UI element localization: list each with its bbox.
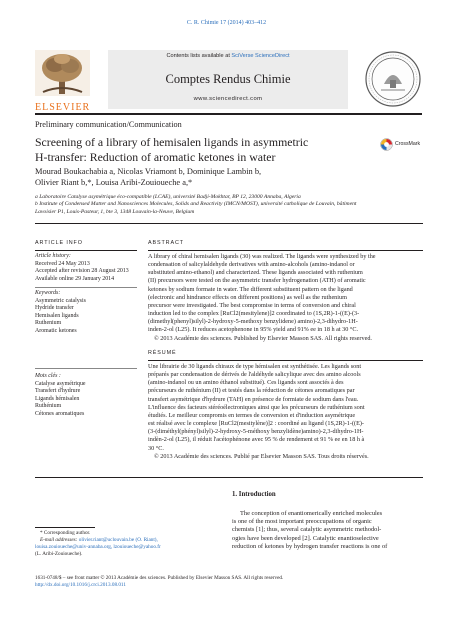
- article-history: [35, 253, 145, 283]
- resume-line: est réalisé avec le complexe [RuCl2(mesitylène)]2 : coordiné au ligand (1S,2R)-1-((E)-: [148, 420, 364, 428]
- motscles-block: [35, 373, 145, 419]
- abstract-line: precursor were investigated. The best compromise in terms of conversion and chiral: [148, 301, 356, 309]
- abstract-line: ketones by sodium formate in water. The different substituent pattern on the ligand: [148, 285, 353, 293]
- keyword-item: Asymmetric catalysis: [35, 297, 86, 304]
- author-list: [35, 166, 415, 188]
- crossmark-label: CrossMark: [395, 141, 421, 147]
- abstract-body: [148, 253, 423, 343]
- abstract-line: (electronic and hindrance effects on different positions) as well as the ruthenium: [148, 293, 347, 301]
- motscles-item: Catalyse asymétrique: [35, 380, 86, 387]
- resume-body: [148, 363, 423, 461]
- abstract-line: (II) precursors were tested on the asymmetric transfer hydrogenation (ATH) of aromatic: [148, 277, 366, 285]
- contents-line: [108, 53, 348, 59]
- crossmark-badge[interactable]: [380, 138, 425, 152]
- email-owner: (L. Aribi-Zouioueche).: [35, 551, 83, 557]
- abstract-line: condensation of salicylaldehyde derivatives with amino-alcohols (amino-indanol or: [148, 261, 355, 269]
- motscles-item: Ligands hémisalen: [35, 395, 80, 402]
- abstract-rule: [148, 250, 423, 251]
- resume-line: précurseurs de ruthénium (II) et testés dans la réduction de cétones aromatiques par: [148, 387, 355, 395]
- history-rule: [35, 287, 137, 288]
- affiliation-rule: [35, 223, 423, 224]
- journal-title: Comptes Rendus Chimie: [165, 72, 291, 86]
- resume-line: transfert asymétrique d'hydrure (TAH) en présence de formiate de sodium dans l'eau.: [148, 395, 359, 403]
- resume-copyright: © 2013 Académie des sciences. Publié par Elsevier Masson SAS. Tous droits réservés.: [154, 452, 369, 460]
- intro-line: is one of the most important preoccupations of organic: [232, 518, 372, 526]
- header-rule: [35, 113, 422, 115]
- keyword-item: Hydride transfer: [35, 305, 74, 312]
- article-info-rule: [35, 250, 137, 251]
- resume-line: 30 °C.: [148, 444, 164, 452]
- intro-line: chemists [1]; thus, several catalytic asymmetric methodol-: [232, 526, 382, 534]
- motscles-label: Mots clés :: [35, 373, 61, 379]
- article-title-line1: Screening of a library of hemisalen ligands in asymmetric: [35, 135, 309, 149]
- keyword-item: Aromatic ketones: [35, 327, 77, 334]
- intro-line: The conception of enantiomerically enriched molecules: [240, 510, 383, 517]
- authors-line1: Mourad Boukachabia a, Nicolas Vriamont b, Dominique Lambin b,: [35, 167, 262, 176]
- abstract-line: induction led to the complex [RuCl2(mesitylene)]2 coordinated to (1S,2R)-1-((E)-(3-: [148, 310, 360, 318]
- abstract-line: inden-2-ol (L25). It reduces acetophenone in 95% yield and 91% ee in 18 h at 30 °C.: [148, 326, 359, 334]
- issn-line: 1631-0748/$ – see front matter © 2013 Académie des sciences. Published by Elsevier Masson SAS. All rights reserved.: [35, 575, 284, 581]
- keywords-block: [35, 290, 145, 336]
- resume-heading: RÉSUMÉ: [148, 350, 177, 356]
- keywords-rule: [35, 368, 137, 369]
- academie-seal: [364, 50, 422, 108]
- journal-homepage[interactable]: www.sciencedirect.com: [193, 96, 263, 102]
- elsevier-wordmark: ELSEVIER: [35, 102, 91, 113]
- footnote-rule: [35, 527, 95, 528]
- motscles-item: Transfert d'hydrure: [35, 388, 81, 395]
- email-zouioueche-link[interactable]: louisa.zouioueche@univ-annaba.org, lzouioueche@yahoo.fr: [35, 544, 161, 550]
- email-line: [35, 537, 225, 544]
- affiliations: [35, 194, 423, 216]
- keyword-item: Ruthenium: [35, 320, 62, 327]
- affiliation-a: a Laboratoire Catalyse asymétrique éco-compatible (LCAE), université Badji-Mokhtar, BP 12, 23000 Annaba, Algeria: [35, 194, 301, 200]
- article-title-line2: H-transfer: Reduction of aromatic ketones in water: [35, 149, 276, 164]
- resume-line: (amino-indanol ou un amino éthanol substitué). Ces ligands sont associés à des: [148, 379, 344, 387]
- journal-reference: C. R. Chimie 17 (2014) 403–412: [186, 20, 267, 26]
- history-label: Article history:: [35, 253, 71, 259]
- keyword-item: Hemisalen ligands: [35, 312, 79, 319]
- introduction-body: [232, 510, 423, 551]
- email-riant-link[interactable]: olivier.riant@uclouvain.be (O. Riant),: [78, 537, 158, 543]
- authors-line2: Olivier Riant b,*, Louisa Aribi-Zouioueche a,*: [35, 178, 193, 187]
- accepted-date: Accepted after revision 28 August 2013: [35, 268, 129, 275]
- article-info-heading: ARTICLE INFO: [35, 240, 83, 246]
- resume-line: (3-(diméthyl(phényl)silyl)-2-hydroxy-5-méthoxy benzylidène)amino)-2,3-dihydro-1H-: [148, 428, 364, 436]
- resume-line: préparés par condensation de dérivés de l'aldéhyde salicylique avec des amino alcools: [148, 371, 361, 379]
- abstract-line: substituted amino-ethanol) and characterized. These ligands associated with ruthenium: [148, 269, 363, 277]
- intro-line: ogies have been developed [2]. Catalytic enantioselective: [232, 534, 379, 542]
- corresponding-author: * Corresponding author.: [40, 530, 91, 536]
- resume-rule: [148, 360, 423, 361]
- abstract-heading: ABSTRACT: [148, 240, 184, 246]
- affiliation-b-line1: b Institute of Condensed Matter and Nanosciences Molecules, Solids and Reactivity (IMCN/MOST), université catholique de Louvain, bâtiment: [35, 201, 357, 208]
- resume-line: étudiés. Le meilleur compromis en termes de conversion et d'induction asymétrique: [148, 411, 356, 419]
- resume-line: L'influence des facteurs stéréoélectroniques ainsi que les précurseurs de ruthénium sont: [148, 403, 365, 411]
- sciencedirect-link[interactable]: SciVerse ScienceDirect: [231, 53, 290, 59]
- motscles-item: Ruthénium: [35, 403, 62, 410]
- resume-line: indèn-2-ol (L25), il réduit l'acétophénone avec 95 % de rendement et 91 % ee en 18 h à: [148, 436, 365, 444]
- motscles-item: Cétones aromatiques: [35, 410, 85, 417]
- abstract-end-rule: [35, 477, 423, 478]
- abstract-copyright: © 2013 Académie des sciences. Published by Elsevier Masson SAS. All rights reserved.: [154, 334, 372, 342]
- affiliation-b-line2: Lavoisier P1, Louis-Pasteur, 1, bte 3, 1348 Louvain-la-Neuve, Belgium: [35, 208, 195, 215]
- intro-line: reduction of ketones by hydrogen transfer reactions is one of: [232, 542, 388, 550]
- contents-prefix: Contents lists available at: [166, 53, 232, 59]
- elsevier-logo: [35, 50, 91, 113]
- footnote: [35, 530, 225, 558]
- article-title: [35, 135, 365, 164]
- doi-link[interactable]: http://dx.doi.org/10.1016/j.crci.2013.08.011: [35, 582, 126, 588]
- received-date: Received 24 May 2013: [35, 260, 90, 267]
- online-date: Available online 29 January 2014: [35, 275, 115, 282]
- abstract-line: (dimethyl(phenyl)silyl)-2-hydroxy-5-methoxy benzylidene) amino)-2,3-dihydro-1H-: [148, 318, 358, 326]
- keywords-label: Keywords:: [35, 290, 61, 296]
- header-box: [108, 50, 348, 109]
- email-label: E-mail addresses:: [40, 537, 78, 543]
- elsevier-tree-icon: [35, 50, 90, 96]
- crossmark-icon: [380, 138, 393, 151]
- resume-line: Une librairie de 30 ligands chiraux de type hémisalen est synthétisée. Les ligands sont: [148, 363, 362, 370]
- abstract-line: A library of chiral hemisalen ligands (30) was realized. The ligands were synthesized by the: [148, 253, 376, 260]
- article-type: Preliminary communication/Communication: [35, 120, 182, 129]
- introduction-heading: 1. Introduction: [232, 491, 276, 498]
